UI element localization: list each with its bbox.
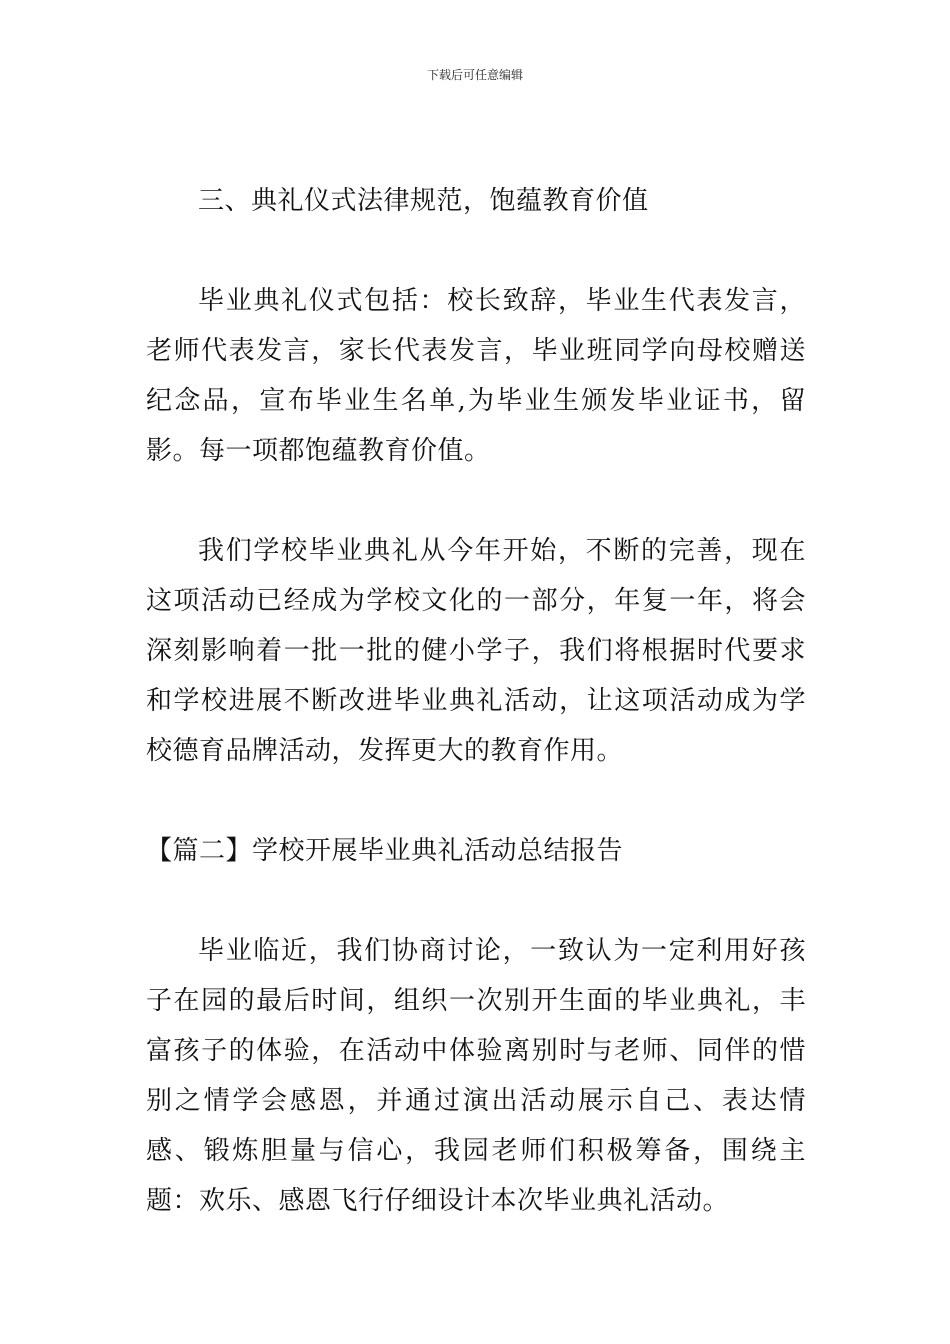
paragraph-school-culture: 我们学校毕业典礼从今年开始，不断的完善，现在这项活动已经成为学校文化的一部分，年复一年，将会深刻影响着一批一批的健小学子，我们将根据时代要求和学校进展不断改进毕业典礼活动，让这项活动成为学校德育品牌活动，发挥更大的教育作用。 (146, 536, 806, 766)
document-body (146, 176, 806, 1226)
paragraph-gap (146, 476, 806, 526)
paragraph-graduation-plan: 毕业临近，我们协商讨论，一致认为一定利用好孩子在园的最后时间，组织一次别开生面的毕业典礼，丰富孩子的体验，在活动中体验离别时与老师、同伴的惜别之情学会感恩，并通过演出活动展示自己、表达情感、锻炼胆量与信心，我园老师们积极筹备，围绕主题：欢乐、感恩飞行仔细设计本次毕业典礼活动。 (146, 936, 806, 1216)
paragraph-gap (146, 876, 806, 926)
paragraph-gap (146, 776, 806, 826)
section-heading: 三、典礼仪式法律规范，饱蕴教育价值 (198, 186, 649, 216)
paragraph-ceremony-items: 毕业典礼仪式包括：校长致辞，毕业生代表发言，老师代表发言，家长代表发言，毕业班同学向母校赠送纪念品，宣布毕业生名单,为毕业生颁发毕业证书，留影。每一项都饱蕴教育价值。 (146, 286, 806, 466)
page-header-note: 下载后可任意编辑 (426, 68, 523, 82)
paragraph-gap (146, 226, 806, 276)
article-title: 【篇二】学校开展毕业典礼活动总结报告 (146, 836, 624, 866)
